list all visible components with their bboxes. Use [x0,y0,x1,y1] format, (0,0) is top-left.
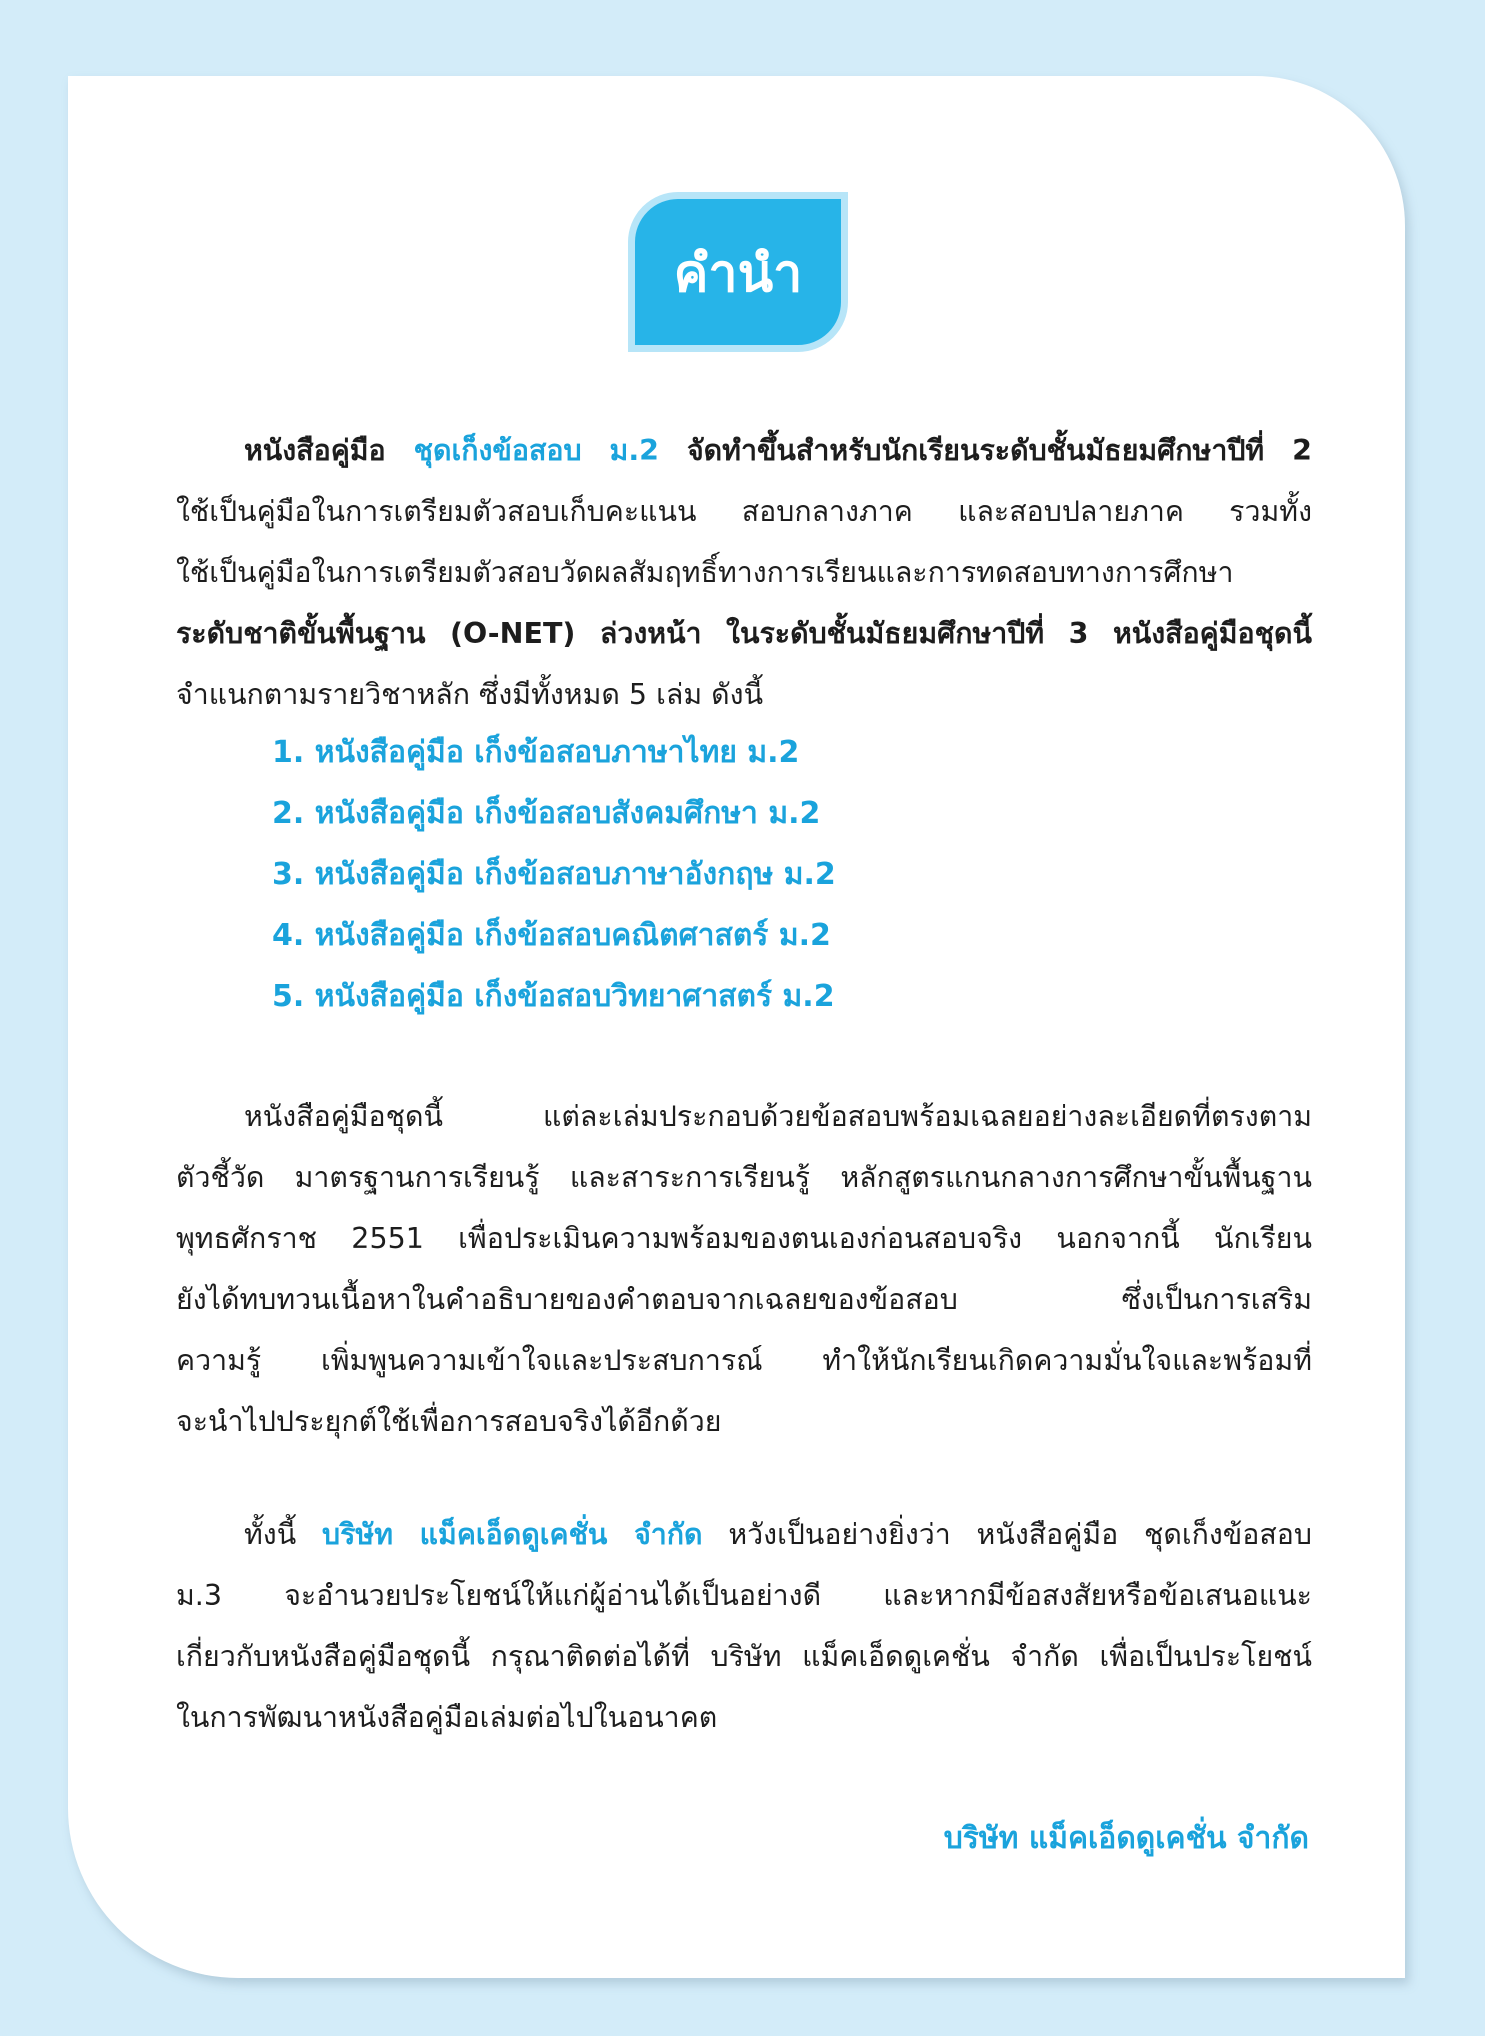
series-name: ชุดเก็งข้อสอบ ม.2 [413,434,659,467]
closing-line-3: เกี่ยวกับหนังสือคู่มือชุดนี้ กรุณาติดต่อได้ที่ บริษัท แม็คเอ็ดดูเคชั่น จำกัด เพื่อเป็นประโยชน์ [176,1640,1312,1673]
preface-heading: คำนำ [628,192,848,352]
body-line-1: หนังสือคู่มือชุดนี้ แต่ละเล่มประกอบด้วยข้อสอบพร้อมเฉลยอย่างละเอียดที่ตรงตาม [244,1100,1312,1133]
list-item: 1. หนังสือคู่มือ เก็งข้อสอบภาษาไทย ม.2 [272,735,800,770]
closing-line-2: ม.3 จะอำนวยประโยชน์ให้แก่ผู้อ่านได้เป็นอย่างดี และหากมีข้อสงสัยหรือข้อเสนอแนะ [176,1579,1312,1612]
list-item: 5. หนังสือคู่มือ เก็งข้อสอบวิทยาศาสตร์ ม.2 [272,979,835,1014]
closing-line-1 [176,1504,1312,1565]
body-line-6: จะนำไปประยุกต์ใช้เพื่อการสอบจริงได้อีกด้วย [176,1405,722,1438]
closing-paragraph [176,1504,1312,1748]
intro-line-3: ใช้เป็นคู่มือในการเตรียมตัวสอบวัดผลสัมฤทธิ์ทางการเรียนและการทดสอบทางการศึกษา [176,556,1234,589]
company-name: บริษัท แม็คเอ็ดดูเคชั่น จำกัด [322,1518,703,1551]
body-line-5: ความรู้ เพิ่มพูนความเข้าใจและประสบการณ์ ทำให้นักเรียนเกิดความมั่นใจและพร้อมที่ [176,1344,1312,1377]
intro-line-2: ใช้เป็นคู่มือในการเตรียมตัวสอบเก็บคะแนน สอบกลางภาค และสอบปลายภาค รวมทั้ง [176,495,1312,528]
book-list [272,722,836,1027]
closing-line-1-suffix: หวังเป็นอย่างยิ่งว่า หนังสือคู่มือ ชุดเก็งข้อสอบ [702,1518,1313,1551]
body-line-4: ยังได้ทบทวนเนื้อหาในคำอธิบายของคำตอบจากเฉลยของข้อสอบ ซึ่งเป็นการเสริม [176,1283,1312,1316]
closing-line-4: ในการพัฒนาหนังสือคู่มือเล่มต่อไปในอนาคต [176,1701,718,1734]
list-item: 3. หนังสือคู่มือ เก็งข้อสอบภาษาอังกฤษ ม.2 [272,857,836,892]
body-line-3: พุทธศักราช 2551 เพื่อประเมินความพร้อมของตนเองก่อนสอบจริง นอกจากนี้ นักเรียน [176,1222,1312,1255]
body-paragraph [176,1086,1312,1452]
list-item: 4. หนังสือคู่มือ เก็งข้อสอบคณิตศาสตร์ ม.2 [272,918,831,953]
body-line-2: ตัวชี้วัด มาตรฐานการเรียนรู้ และสาระการเรียนรู้ หลักสูตรแกนกลางการศึกษาขั้นพื้นฐาน [176,1161,1312,1194]
intro-paragraph [176,420,1312,725]
intro-line-4: ระดับชาติขั้นพื้นฐาน (O-NET) ล่วงหน้า ในระดับชั้นมัธยมศึกษาปีที่ 3 หนังสือคู่มือชุดนี้ [176,617,1312,650]
signature: บริษัท แม็คเอ็ดดูเคชั่น จำกัด [943,1821,1309,1856]
closing-line-1-prefix: ทั้งนี้ [244,1518,323,1551]
intro-line-1-prefix: หนังสือคู่มือ [244,434,414,467]
intro-line-5: จำแนกตามรายวิชาหลัก ซึ่งมีทั้งหมด 5 เล่ม ดังนี้ [176,678,764,711]
intro-line-1-suffix: จัดทำขึ้นสำหรับนักเรียนระดับชั้นมัธยมศึกษาปีที่ 2 [659,434,1312,467]
intro-line-1 [176,420,1312,481]
list-item: 2. หนังสือคู่มือ เก็งข้อสอบสังคมศึกษา ม.2 [272,796,821,831]
